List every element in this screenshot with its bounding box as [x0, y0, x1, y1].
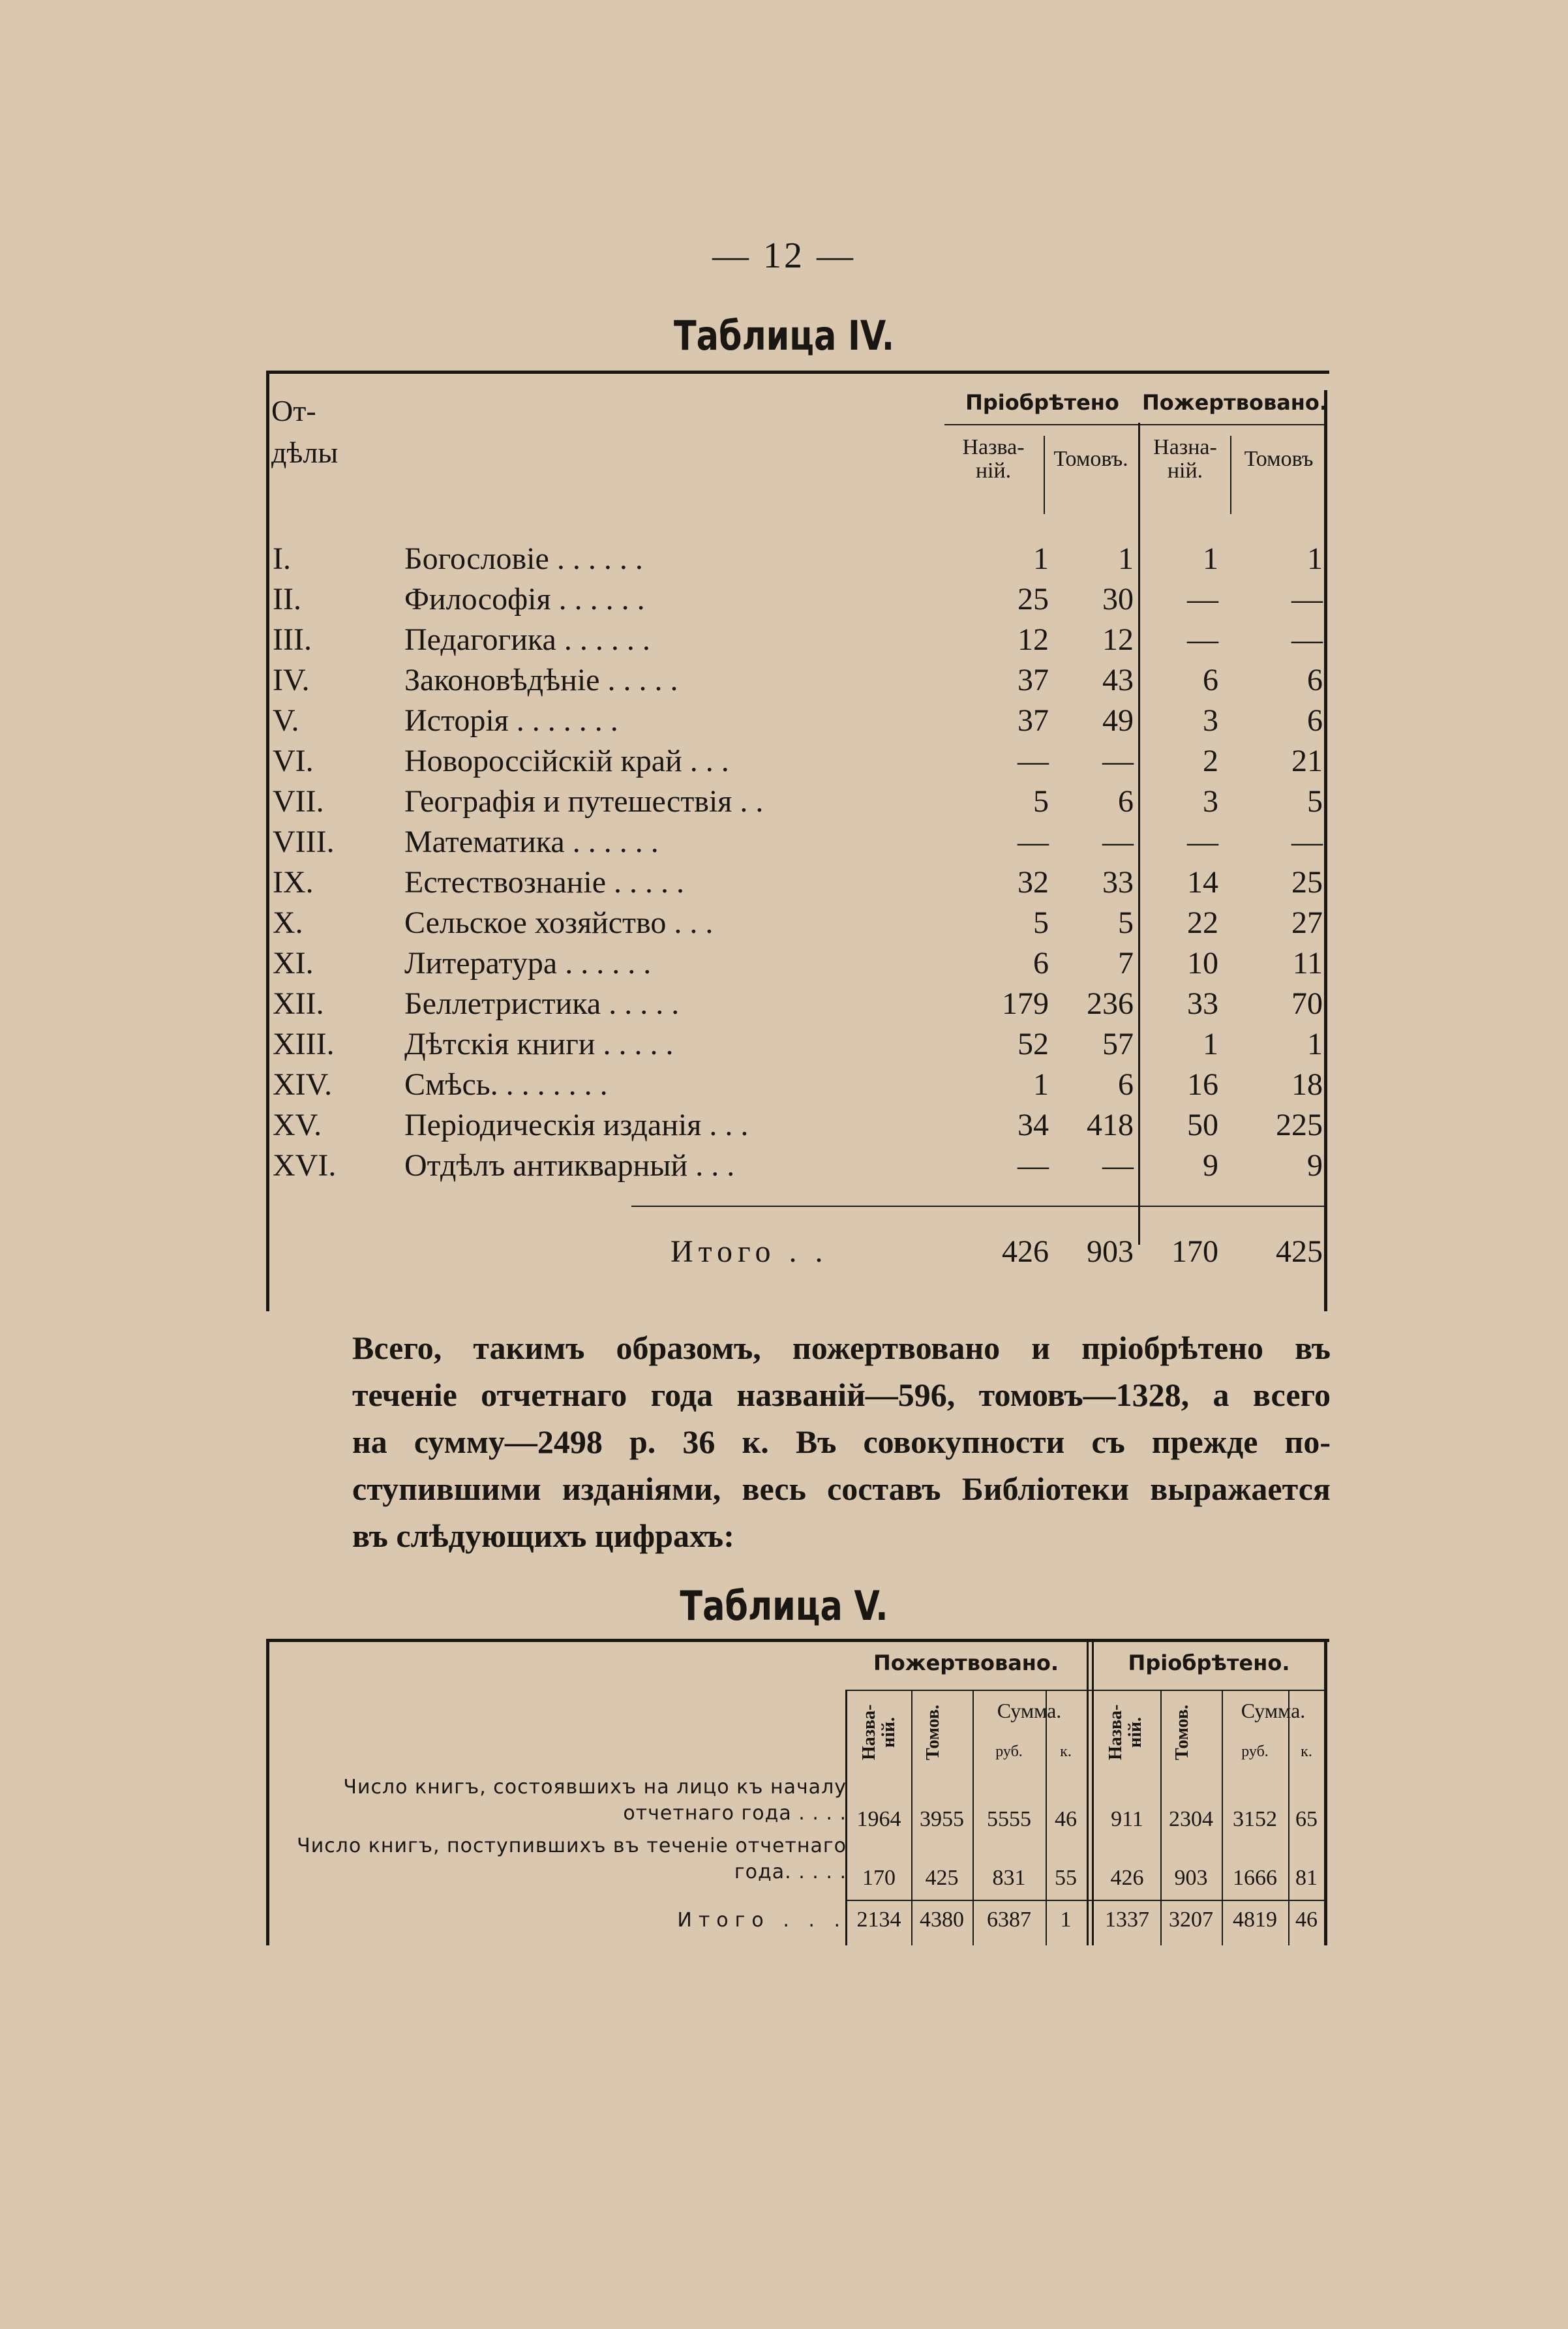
- section-name: Исторія . . . . . . .: [404, 703, 618, 738]
- donated-volumes: —: [1291, 622, 1323, 657]
- paragraph-line: Всего, такимъ образомъ, пожертвовано и пріобрѣтено въ: [352, 1330, 1331, 1366]
- acquired-names: 52: [1018, 1027, 1049, 1061]
- section-name: Сельское хозяйство . . .: [404, 906, 714, 940]
- table5-left-border: [266, 1639, 269, 1945]
- section-name: Педагогика . . . . . .: [404, 622, 650, 657]
- total-acquired-volumes: 903: [1087, 1234, 1134, 1269]
- donated-names: 16: [1187, 1067, 1218, 1102]
- donated-volumes: 6: [1307, 703, 1323, 738]
- acquired-names: —: [1018, 825, 1049, 859]
- paragraph-line: въ слѣдующихъ цифрахъ:: [352, 1517, 734, 1554]
- table5-sum-rule: [845, 1900, 1327, 1901]
- table4-top-rule: [266, 371, 1329, 374]
- donated-volumes: 21: [1291, 744, 1323, 778]
- acquired-names: 179: [1002, 986, 1049, 1021]
- acquired-names: 34: [1018, 1108, 1049, 1142]
- table5-kop-header: к.: [1060, 1743, 1072, 1760]
- table5-row-label: Число книгъ, поступившихъ въ теченіе отчетнаго года. . . . .: [297, 1834, 847, 1883]
- table4-volumes-header: Томовъ.: [1053, 447, 1128, 471]
- acquired-volumes: —: [1102, 744, 1134, 778]
- section-number: XI.: [273, 946, 314, 981]
- table5: [266, 1639, 1329, 1945]
- donated-volumes: 11: [1292, 946, 1323, 981]
- acquired-volumes: 49: [1102, 703, 1134, 738]
- acquired-volumes: 30: [1102, 582, 1134, 616]
- donated-volumes: 18: [1291, 1067, 1323, 1102]
- table5-total-cell: 4380: [920, 1908, 964, 1932]
- donated-names: —: [1187, 582, 1218, 616]
- table5-cell: 911: [1111, 1807, 1143, 1831]
- table5-top-rule: [266, 1639, 1329, 1642]
- table5-volumes-header: Томов.: [1172, 1704, 1192, 1760]
- section-number: XIII.: [273, 1027, 335, 1061]
- donated-names: 33: [1187, 986, 1218, 1021]
- table4-row: [266, 741, 1329, 782]
- table5-names-header: Назва- ній.: [1106, 1704, 1145, 1760]
- section-name: Математика . . . . . .: [404, 825, 659, 859]
- section-number: III.: [273, 622, 312, 657]
- acquired-names: 5: [1033, 906, 1049, 940]
- page-number: — 12 —: [712, 236, 856, 276]
- donated-volumes: —: [1291, 582, 1323, 616]
- table4-row: [266, 822, 1329, 862]
- donated-volumes: 5: [1307, 784, 1323, 819]
- paragraph-line: на сумму—2498 р. 36 к. Въ совокупности съ прежде по-: [352, 1423, 1331, 1460]
- section-number: XVI.: [273, 1148, 337, 1183]
- section-name: Періодическія изданія . . .: [404, 1108, 749, 1142]
- acquired-names: 1: [1033, 541, 1049, 576]
- acquired-volumes: 57: [1102, 1027, 1134, 1061]
- section-name: Богословіе . . . . . .: [404, 541, 643, 576]
- section-number: IX.: [273, 865, 314, 900]
- acquired-volumes: 1: [1118, 541, 1134, 576]
- table4-title: Таблица IV.: [673, 312, 895, 359]
- table5-cell: 2304: [1169, 1807, 1213, 1831]
- donated-volumes: 1: [1307, 541, 1323, 576]
- acquired-names: —: [1018, 744, 1049, 778]
- donated-volumes: 225: [1276, 1108, 1323, 1142]
- table5-cell: 3152: [1233, 1807, 1277, 1831]
- section-number: XV.: [273, 1108, 322, 1142]
- table5-cell: 170: [862, 1866, 896, 1890]
- section-name: Отдѣлъ антикварный . . .: [404, 1148, 735, 1183]
- total-donated-names: 170: [1171, 1234, 1218, 1269]
- donated-names: 50: [1187, 1108, 1218, 1142]
- section-name: Беллетристика . . . . .: [404, 986, 680, 1021]
- acquired-names: —: [1018, 1148, 1049, 1183]
- acquired-names: 37: [1018, 663, 1049, 697]
- section-number: I.: [273, 541, 291, 576]
- section-number: V.: [273, 703, 299, 738]
- table4-row: [266, 579, 1329, 620]
- table5-cell: 46: [1055, 1807, 1077, 1831]
- table5-donated-header: Пожертвовано.: [873, 1651, 1059, 1675]
- section-number: VIII.: [273, 825, 335, 859]
- table5-kop-header: к.: [1301, 1743, 1312, 1760]
- table5-sum-header: Сумма.: [997, 1699, 1062, 1722]
- donated-names: 2: [1203, 744, 1218, 778]
- table5-volumes-header: Томов.: [923, 1704, 943, 1760]
- table4-row: [266, 539, 1329, 579]
- donated-volumes: 9: [1307, 1148, 1323, 1183]
- table5-cell: 65: [1295, 1807, 1318, 1831]
- donated-names: 9: [1203, 1148, 1218, 1183]
- table5-total-cell: 6387: [987, 1908, 1031, 1932]
- acquired-names: 32: [1018, 865, 1049, 900]
- table4-row: [266, 862, 1329, 903]
- table5-total-cell: 4819: [1233, 1908, 1277, 1932]
- section-number: VI.: [273, 744, 314, 778]
- table5-cell: 55: [1055, 1866, 1077, 1890]
- total-donated-volumes: 425: [1276, 1234, 1323, 1269]
- table4-row: [266, 701, 1329, 741]
- acquired-volumes: 5: [1118, 906, 1134, 940]
- donated-volumes: 6: [1307, 663, 1323, 697]
- acquired-volumes: 418: [1087, 1108, 1134, 1142]
- table5-total-cell: 1337: [1105, 1908, 1149, 1932]
- donated-names: 3: [1203, 784, 1218, 819]
- table4-names2-header: Назна- ній.: [1153, 435, 1217, 483]
- table4-row: [266, 984, 1329, 1024]
- acquired-volumes: 43: [1102, 663, 1134, 697]
- donated-volumes: 25: [1291, 865, 1323, 900]
- donated-names: 1: [1203, 541, 1218, 576]
- table5-acquired-header: Пріобрѣтено.: [1128, 1651, 1290, 1675]
- acquired-volumes: 7: [1118, 946, 1134, 981]
- table4-sum-rule: [631, 1206, 1327, 1207]
- donated-names: 1: [1203, 1027, 1218, 1061]
- total-acquired-names: 426: [1002, 1234, 1049, 1269]
- table4-row: [266, 943, 1329, 984]
- donated-names: 22: [1187, 906, 1218, 940]
- table5-cell: 1964: [856, 1807, 901, 1831]
- table4: [266, 371, 1329, 1311]
- table5-total-cell: 1: [1060, 1908, 1072, 1932]
- donated-names: —: [1187, 825, 1218, 859]
- section-name: Новороссійскій край . . .: [404, 744, 729, 778]
- table4-row: [266, 1146, 1329, 1186]
- table5-cell: 831: [992, 1866, 1026, 1890]
- table5-cell: 903: [1174, 1866, 1208, 1890]
- donated-names: 6: [1203, 663, 1218, 697]
- donated-volumes: 70: [1291, 986, 1323, 1021]
- paragraph-line: теченіе отчетнаго года названій—596, томовъ—1328, а всего: [352, 1377, 1331, 1413]
- table5-total-cell: 46: [1295, 1908, 1318, 1932]
- acquired-names: 37: [1018, 703, 1049, 738]
- acquired-names: 6: [1033, 946, 1049, 981]
- acquired-volumes: 12: [1102, 622, 1134, 657]
- table5-cell: 1666: [1233, 1866, 1277, 1890]
- section-number: VII.: [273, 784, 324, 819]
- acquired-volumes: 33: [1102, 865, 1134, 900]
- table4-header-rule: [944, 424, 1327, 425]
- acquired-names: 12: [1018, 622, 1049, 657]
- section-number: X.: [273, 906, 303, 940]
- section-number: XIV.: [273, 1067, 333, 1102]
- table4-row: [266, 782, 1329, 822]
- table4-row: [266, 1065, 1329, 1105]
- section-name: Философія . . . . . .: [404, 582, 645, 616]
- section-number: IV.: [273, 663, 310, 697]
- table4-donated-header: Пожертвовано.: [1141, 390, 1328, 415]
- table4-row: [266, 620, 1329, 660]
- donated-names: 3: [1203, 703, 1218, 738]
- table5-rub-header: руб.: [995, 1743, 1023, 1760]
- table5-cell: 3955: [920, 1807, 964, 1831]
- table5-total-cell: 3207: [1169, 1908, 1213, 1932]
- donated-names: 10: [1187, 946, 1218, 981]
- table5-total-cell: 2134: [856, 1908, 901, 1932]
- table4-volumes2-header: Томовъ: [1244, 447, 1314, 471]
- donated-volumes: —: [1291, 825, 1323, 859]
- table5-header-rule: [845, 1690, 1327, 1691]
- section-number: II.: [273, 582, 301, 616]
- table5-sum-header: Сумма.: [1241, 1699, 1306, 1722]
- table5-cell: 425: [925, 1866, 959, 1890]
- table5-cell: 5555: [987, 1807, 1031, 1831]
- table5-names-header: Назва- ній.: [859, 1704, 899, 1760]
- acquired-names: 5: [1033, 784, 1049, 819]
- paragraph-line: ступившими изданіями, весь составъ Библіотеки выражается: [352, 1470, 1331, 1507]
- table5-cell: 81: [1295, 1866, 1318, 1890]
- table4-row: [266, 1105, 1329, 1146]
- donated-names: 14: [1187, 865, 1218, 900]
- donated-volumes: 1: [1307, 1027, 1323, 1061]
- donated-volumes: 27: [1291, 906, 1323, 940]
- section-name: Законовѣдѣніе . . . . .: [404, 663, 678, 697]
- table5-cell: 426: [1110, 1866, 1144, 1890]
- summary-paragraph: [352, 1324, 1331, 1559]
- section-name: Дѣтскія книги . . . . .: [404, 1027, 674, 1061]
- acquired-volumes: 6: [1118, 784, 1134, 819]
- acquired-volumes: —: [1102, 825, 1134, 859]
- table5-row-label: Число книгъ, состоявшихъ на лицо къ началу отчетнаго года . . . .: [343, 1776, 847, 1825]
- section-number: XII.: [273, 986, 324, 1021]
- section-name: Литература . . . . . .: [404, 946, 652, 981]
- table5-rub-header: руб.: [1241, 1743, 1269, 1760]
- table4-row: [266, 660, 1329, 701]
- table5-title: Таблица V.: [680, 1582, 888, 1630]
- table4-row: [266, 903, 1329, 943]
- acquired-names: 25: [1018, 582, 1049, 616]
- section-name: Географія и путешествія . .: [404, 784, 764, 819]
- section-name: Смѣсь. . . . . . . .: [404, 1067, 608, 1102]
- table4-otdely-header: От- дѣлы: [271, 394, 339, 469]
- table5-total-label: Итого . . .: [677, 1909, 847, 1932]
- table4-row: [266, 1024, 1329, 1065]
- table4-total-row: [266, 1232, 1329, 1272]
- table4-names-header: Назва- ній.: [962, 435, 1025, 483]
- acquired-volumes: —: [1102, 1148, 1134, 1183]
- total-label: Итого . .: [671, 1234, 828, 1269]
- donated-names: —: [1187, 622, 1218, 657]
- acquired-volumes: 236: [1087, 986, 1134, 1021]
- section-name: Естествознаніе . . . . .: [404, 865, 684, 900]
- acquired-volumes: 6: [1118, 1067, 1134, 1102]
- table4-acquired-header: Пріобрѣтено: [965, 390, 1119, 415]
- acquired-names: 1: [1033, 1067, 1049, 1102]
